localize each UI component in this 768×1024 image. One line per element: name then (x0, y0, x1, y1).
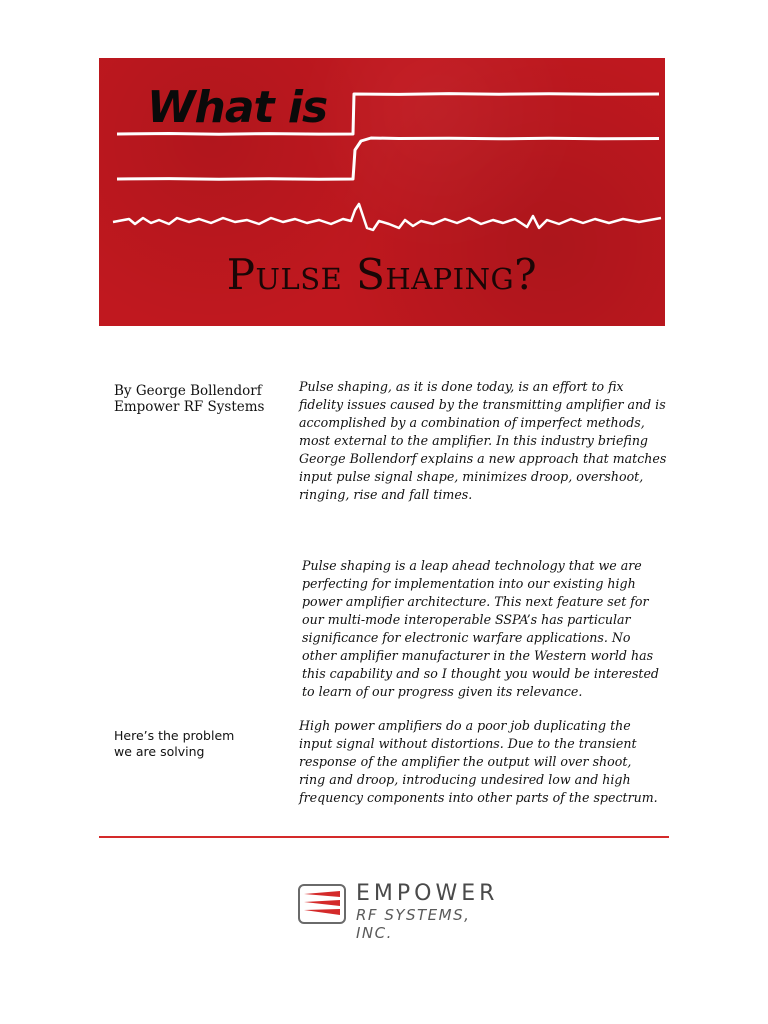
company-logo (298, 881, 508, 942)
distortion-noise-trace (113, 204, 661, 230)
problem-paragraph: High power amplifiers do a poor job duplicating the input signal without distortions. Due to the transient response of the amplifier the output will over shoot, ring and droop, introducing undesired low and high frequency components into other parts of the spectrum. (299, 718, 658, 805)
byline-author: By George Bollendorf (114, 383, 262, 399)
hero-title-pulse-shaping: Pulse Shaping? (226, 250, 538, 299)
logo-wordmark: EMPOWER (356, 881, 499, 906)
problem-label: Here’s the problem we are solving (114, 728, 235, 759)
output-pulse-trace (117, 138, 659, 179)
logo-subtitle: RF SYSTEMS, INC. (356, 906, 471, 942)
byline-company: Empower RF Systems (114, 399, 265, 415)
hero-title-what-is: What is (147, 82, 328, 133)
hero-banner (99, 58, 665, 326)
empower-logo-mark-icon (298, 884, 346, 924)
body-paragraph: Pulse shaping is a leap ahead technology that we are perfecting for implementation into our existing high power amplifier architecture. This next feature set for our multi-mode interoperable SSPA’s has particular significance for electronic warfare applications. No other amplifier manufacturer in the Western world has this capability and so I thought you would be interested to learn of our progress given its relevance. (302, 558, 659, 699)
intro-paragraph: Pulse shaping, as it is done today, is an effort to fix fidelity issues caused by the transmitting amplifier and is accomplished by a combination of imperfect methods, most external to the amplifier. In this industry briefing George Bollendorf explains a new approach that matches input pulse signal shape, minimizes droop, overshoot, ringing, rise and fall times. (299, 379, 667, 502)
byline (114, 383, 284, 415)
section-divider (99, 836, 669, 838)
